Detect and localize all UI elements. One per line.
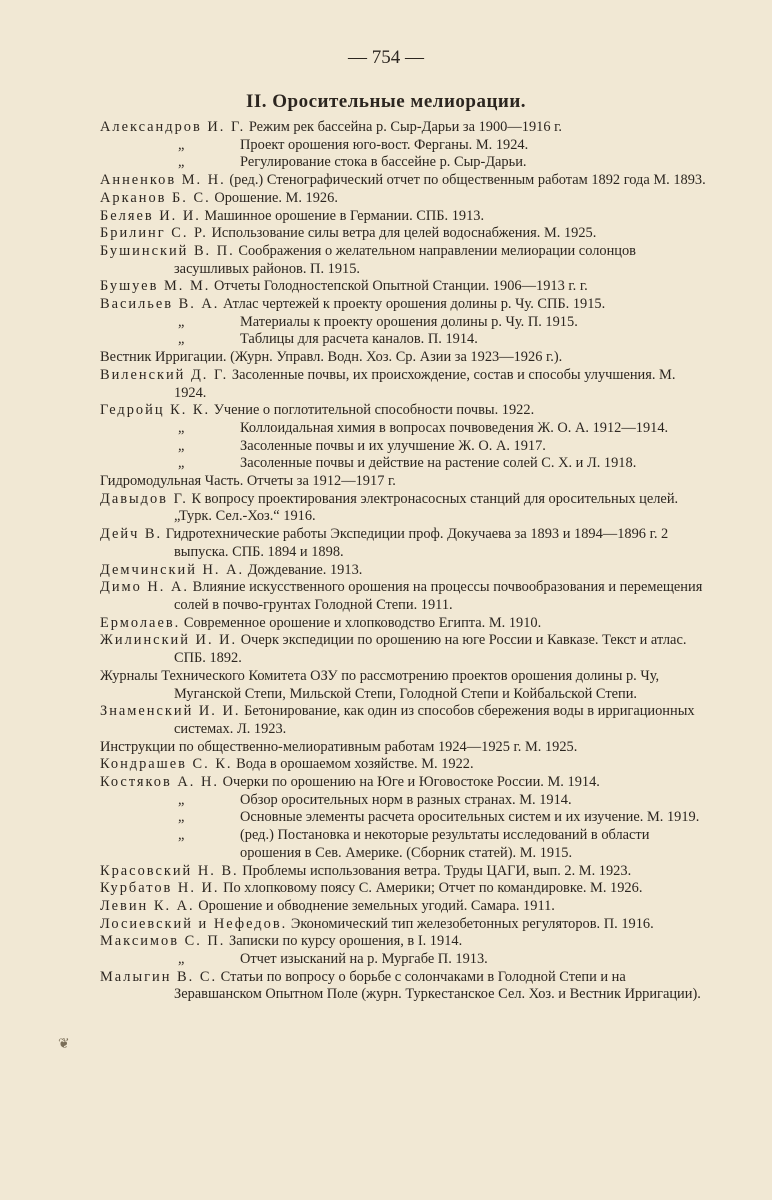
entry-author: Анненков М. Н. [100,172,226,189]
entry-text: Отчет изысканий на р. Мургабе П. 1913. [240,951,488,968]
bibliography-entry [100,615,706,633]
entry-author: Кондрашев С. К. [100,756,233,773]
bibliography-entry [100,827,706,862]
entry-text: Обзор оросительных норм в разных странах. М. 1914. [240,791,572,808]
bibliography-entry [100,331,706,349]
entry-text: Гидротехнические работы Экспедиции проф. Докучаева за 1893 и 1894—1896 г. 2 выпуска. СПБ. 1894 и 1898. [165,526,669,560]
entry-text: К вопросу проектирования электронасосных станций для оросительных целей. „Турк. Сел.-Хоз.“ 1916. [174,490,679,525]
entry-author: Васильев В. А. [100,296,220,313]
entry-author: Бушинский В. П. [100,242,235,259]
bibliography-entry [100,792,706,810]
entry-text: Очерк экспедиции по орошению на юге России и Кавказе. Текст и атлас. СПБ. 1892. [174,632,687,667]
entry-text: Дождевание. 1913. [247,561,363,578]
bibliography-entry [100,119,706,137]
entry-text: Бетонирование, как один из способов сбережения воды в ирригационных системах. Л. 1923. [174,703,695,737]
bibliography-entry [100,703,706,738]
entry-text: Проблемы использования ветра. Труды ЦАГИ, вып. 2. М. 1923. [242,862,632,879]
page-number: — 754 — [348,47,424,68]
bibliography-entry [100,473,706,491]
ditto-mark: „ [178,313,185,330]
entry-text: Журналы Технического Комитета ОЗУ по рассмотрению проектов орошения долины р. Чу, Муганской Степи, Мильской Степи, Голодной Степи и Койбальской Степи. [100,667,660,702]
bibliography-entry [100,774,706,792]
entry-author: Малыгин В. С. [100,968,218,985]
bibliography-entry [100,739,706,757]
entry-author: Бушуев М. М. [100,278,211,295]
bibliography-entry [100,951,706,969]
bibliography-entry [100,172,706,190]
ditto-mark: „ [178,791,185,808]
bibliography-entry [100,632,706,667]
entry-text: Инструкции по общественно-мелиоративным работам 1924—1925 г. М. 1925. [100,738,578,755]
entry-text: Засоленные почвы и действие на растение солей С. Х. и Л. 1918. [240,455,637,472]
entry-author: Беляев И. И. [100,207,201,224]
entry-author: Давыдов Г. [100,490,188,507]
entry-text: Вода в орошаемом хозяйстве. М. 1922. [236,756,474,773]
entry-text: Орошение и обводнение земельных угодий. Самара. 1911. [198,897,555,914]
entry-author: Курбатов Н. И. [100,880,220,897]
entry-author: Костяков А. Н. [100,774,219,791]
ink-blot: ❦ [58,1037,70,1052]
bibliography-entry [100,137,706,155]
bibliography-entry [100,880,706,898]
bibliography-entry [100,898,706,916]
entry-author: Ермолаев. [100,614,181,631]
bibliography-entry [100,579,706,614]
entry-text: Современное орошение и хлопководство Египта. М. 1910. [183,614,542,631]
entry-text: (ред.) Стенографический отчет по общественным работам 1892 года М. 1893. [229,172,706,189]
bibliography-entry [100,190,706,208]
ditto-mark: „ [178,419,185,436]
entry-text: Материалы к проекту орошения долины р. Чу. П. 1915. [240,313,578,330]
entry-author: Арканов Б. С. [100,189,211,206]
entry-author: Знаменский И. И. [100,703,241,720]
bibliography-entry [100,933,706,951]
entry-text: Отчеты Голодностепской Опытной Станции. 1906—1913 г. г. [213,278,588,295]
bibliography-entry [100,349,706,367]
bibliography-entry [100,208,706,226]
ditto-mark: „ [178,331,185,348]
ditto-mark: „ [178,455,185,472]
bibliography-entry [100,278,706,296]
entry-text: Засоленные почвы, их происхождение, состав и способы улучшения. М. 1924. [174,366,676,401]
ditto-mark: „ [178,136,185,153]
entry-text: Регулирование стока в бассейне р. Сыр-Дарьи. [240,154,527,171]
entry-author: Максимов С. П. [100,933,226,950]
section-title: II. Оросительные мелиорации. [245,91,527,112]
entry-text: Экономический тип железобетонных регуляторов. П. 1916. [290,915,654,932]
entry-text: Записки по курсу орошения, в I. 1914. [229,933,463,950]
entry-text: Гидромодульная Часть. Отчеты за 1912—1917 г. [100,473,396,490]
entry-text: Вестник Ирригации. (Журн. Управл. Водн. Хоз. Ср. Азии за 1923—1926 г.). [100,349,563,366]
entry-text: Основные элементы расчета оросительных систем и их изучение. М. 1919. [240,809,700,826]
entry-text: Орошение. М. 1926. [214,189,338,206]
entry-text: (ред.) Постановка и некоторые результаты исследований в области орошения в Сев. Америке. (Сборник статей). М. 1915. [240,827,650,861]
bibliography-entry [100,367,706,402]
bibliography-entry [100,243,706,278]
entry-author: Жилинский И. И. [100,632,238,649]
ditto-mark: „ [178,827,185,844]
entry-author: Красовский Н. В. [100,862,239,879]
entry-text: Соображения о желательном направлении мелиорации солонцов засушливых районов. П. 1915. [174,242,636,277]
bibliography-entry [100,296,706,314]
ditto-mark: „ [178,154,185,171]
bibliography-entry [100,420,706,438]
entry-text: Проект орошения юго-вост. Ферганы. М. 1924. [240,136,529,153]
entry-author: Виленский Д. Г. [100,366,229,383]
entry-text: Учение о поглотительной способности почвы. 1922. [213,402,535,419]
entry-author: Гедройц К. К. [100,402,211,419]
bibliography-entry [100,756,706,774]
entry-author: Левин К. А. [100,897,195,914]
entry-text: Таблицы для расчета каналов. П. 1914. [240,331,478,348]
entry-author: Дейч В. [100,526,163,543]
entry-author: Брилинг С. Р. [100,225,208,242]
bibliography-entry [100,402,706,420]
bibliography-entry [100,969,706,1004]
bibliography-entry [100,491,706,526]
bibliography-entry [100,455,706,473]
ditto-mark: „ [178,951,185,968]
entry-text: По хлопковому поясу С. Америки; Отчет по командировке. М. 1926. [223,880,643,897]
bibliography-entry [100,314,706,332]
bibliography-list [100,119,706,1004]
bibliography-entry [100,154,706,172]
entry-author: Демчинский Н. А. [100,561,245,578]
entry-author: Лосиевский и Нефедов. [100,915,288,932]
bibliography-entry [100,225,706,243]
ditto-mark: „ [178,437,185,454]
entry-author: Димо Н. А. [100,579,189,596]
bibliography-entry [100,668,706,703]
entry-text: Статьи по вопросу о борьбе с солончаками в Голодной Степи и на Зеравшанском Опытном Поле (журн. Туркестанское Сел. Хоз. и Вестник Ирригации). [174,968,701,1003]
bibliography-entry [100,916,706,934]
entry-text: Машинное орошение в Германии. СПБ. 1913. [204,207,485,224]
entry-text: Атлас чертежей к проекту орошения долины р. Чу. СПБ. 1915. [223,296,606,313]
entry-text: Режим рек бассейна р. Сыр-Дарьи за 1900—1916 г. [248,119,563,135]
entry-text: Коллоидальная химия в вопросах почвоведения Ж. О. А. 1912—1914. [240,419,669,436]
ditto-mark: „ [178,809,185,826]
bibliography-entry [100,809,706,827]
bibliography-entry [100,526,706,561]
entry-author: Александров И. Г. [100,119,246,135]
entry-text: Влияние искусственного орошения на процессы почвообразования и перемещения солей в почво-грунтах Голодной Степи. 1911. [174,579,703,613]
entry-text: Использование силы ветра для целей водоснабжения. М. 1925. [211,225,597,242]
bibliography-entry [100,562,706,580]
bibliography-entry [100,438,706,456]
entry-text: Очерки по орошению на Юге и Юговостоке России. М. 1914. [222,774,600,791]
entry-text: Засоленные почвы и их улучшение Ж. О. А. 1917. [240,437,546,454]
bibliography-entry [100,863,706,881]
